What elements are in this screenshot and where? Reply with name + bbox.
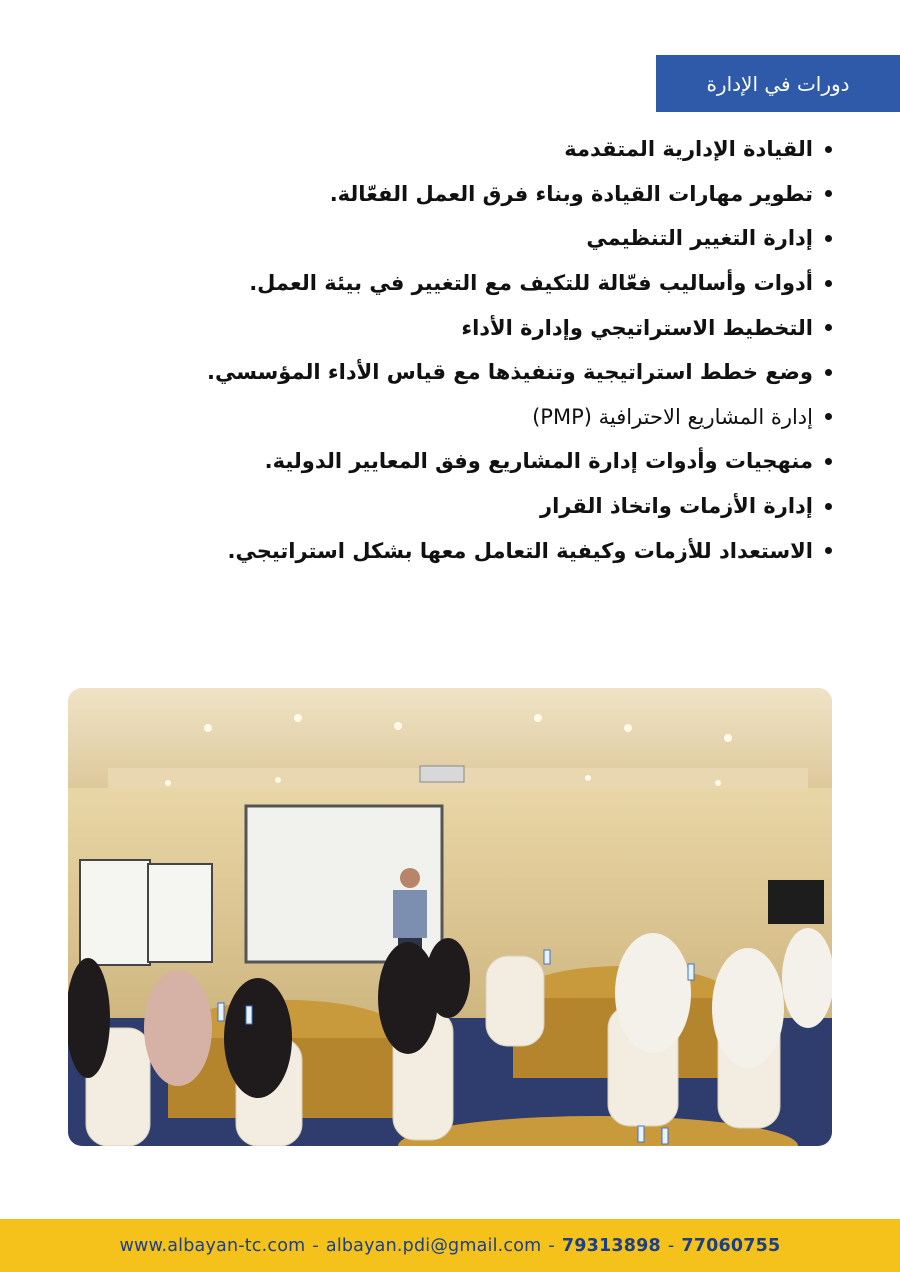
course-text: تطوير مهارات القيادة وبناء فرق العمل الفعّالة. [329, 181, 813, 206]
course-item [92, 395, 832, 440]
phone-number-2[interactable]: 77060755 [681, 1235, 781, 1256]
bullet-icon [825, 547, 832, 554]
course-item [92, 350, 832, 395]
bullet-icon [825, 146, 832, 153]
course-text: إدارة الأزمات واتخاذ القرار [540, 494, 813, 519]
course-text: وضع خطط استراتيجية وتنفيذها مع قياس الأداء المؤسسي. [207, 360, 813, 385]
course-item [92, 127, 832, 172]
section-title: دورات في الإدارة [706, 71, 850, 96]
separator: - [667, 1235, 675, 1256]
course-text: التخطيط الاستراتيجي وإدارة الأداء [461, 315, 813, 340]
separator: - [312, 1235, 319, 1256]
contact-info [120, 1236, 781, 1256]
course-text: أدوات وأساليب فعّالة للتكيف مع التغيير في بيئة العمل. [249, 271, 813, 296]
course-list [92, 127, 832, 573]
training-room-photo [68, 688, 832, 1146]
course-item [92, 261, 832, 306]
bullet-icon [825, 324, 832, 331]
course-text: إدارة التغيير التنظيمي [586, 226, 813, 251]
bullet-icon [825, 503, 832, 510]
bullet-icon [825, 458, 832, 465]
course-item [92, 484, 832, 529]
website-link[interactable]: www.albayan-tc.com [119, 1235, 306, 1256]
course-item [92, 172, 832, 217]
bullet-icon [825, 413, 832, 420]
course-text: إدارة المشاريع الاحترافية (PMP) [532, 404, 813, 429]
phone-number-1[interactable]: 79313898 [561, 1235, 661, 1256]
bullet-icon [825, 235, 832, 242]
section-title-badge [656, 55, 900, 112]
bullet-icon [825, 280, 832, 287]
bullet-icon [825, 190, 832, 197]
course-item [92, 439, 832, 484]
bullet-icon [825, 369, 832, 376]
course-text: القيادة الإدارية المتقدمة [564, 137, 813, 162]
course-item [92, 305, 832, 350]
course-item [92, 216, 832, 261]
course-text: منهجيات وأدوات إدارة المشاريع وفق المعايير الدولية. [264, 449, 813, 474]
course-text: الاستعداد للأزمات وكيفية التعامل معها بشكل استراتيجي. [227, 538, 813, 563]
training-room-illustration [68, 688, 832, 1146]
separator: - [548, 1235, 555, 1256]
email-link[interactable]: albayan.pdi@gmail.com [325, 1235, 542, 1256]
course-item [92, 528, 832, 573]
footer-bar [0, 1219, 900, 1272]
